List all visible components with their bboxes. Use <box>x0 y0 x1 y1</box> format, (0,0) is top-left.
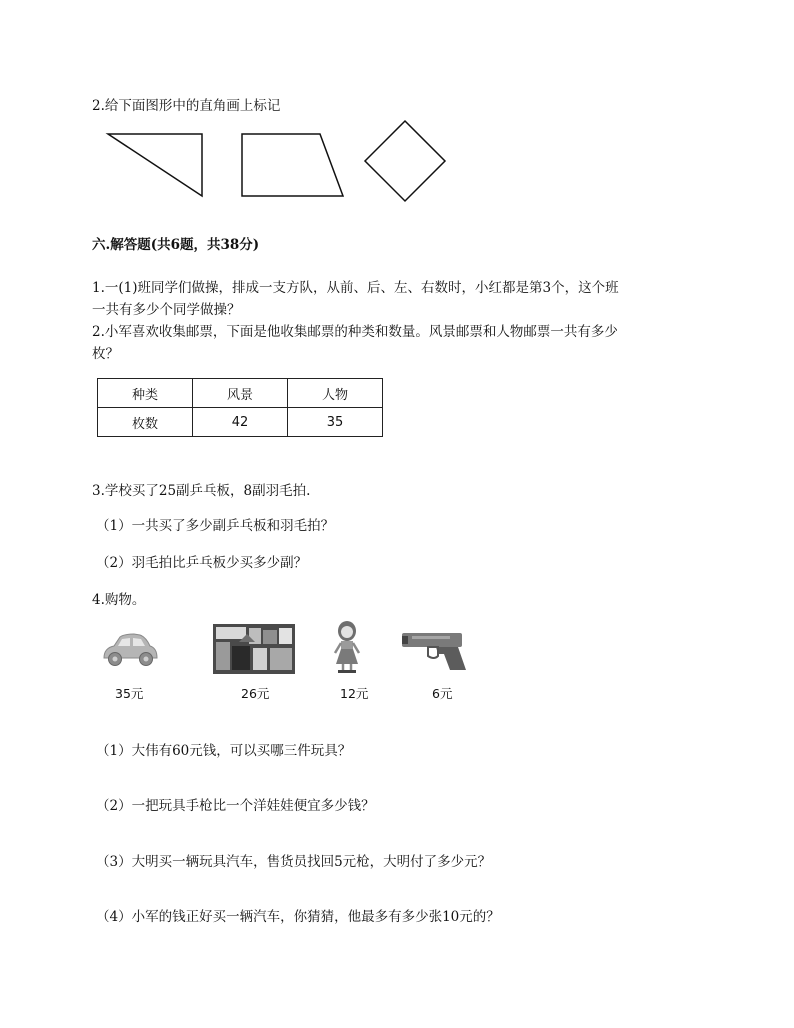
price-label: 12元 <box>340 686 369 701</box>
square-diamond-shape <box>365 121 445 201</box>
price-label: 26元 <box>241 686 270 701</box>
right-triangle-shape <box>108 134 202 196</box>
doll-icon <box>330 620 364 674</box>
table-cell: 42 <box>193 408 288 437</box>
q4-sub4: （4）小军的钱正好买一辆汽车，你猜猜，他最多有多少张10元的？ <box>96 909 500 925</box>
section-title: 六.解答题(共6题，共38分) <box>92 237 260 253</box>
price-label: 35元 <box>115 686 144 701</box>
toy-car-icon <box>100 632 160 670</box>
q3-title: 3.学校买了25副乒乓板，8副羽毛拍. <box>92 483 311 499</box>
q1-line1: 1.一(1)班同学们做操，排成一支方队，从前、后、左、右数时，小红都是第3个，这个班 <box>92 280 619 296</box>
shapes-figure <box>100 116 460 206</box>
q4-sub3: （3）大明买一辆玩具汽车，售货员找回5元枪，大明付了多少元？ <box>96 854 492 870</box>
table-header-cell: 种类 <box>98 379 193 408</box>
q4-title: 4.购物。 <box>92 592 146 608</box>
q1-line2: 一共有多少个同学做操？ <box>92 302 241 318</box>
table-header-cell: 人物 <box>288 379 383 408</box>
stamp-table <box>97 378 383 437</box>
table-header-cell: 风景 <box>193 379 288 408</box>
toy-gun-icon <box>398 630 468 674</box>
trapezoid-shape <box>242 134 343 196</box>
q3-sub2: （2）羽毛拍比乒乓板少买多少副？ <box>96 555 308 571</box>
q2-line2: 枚？ <box>92 346 119 362</box>
q4-sub2: （2）一把玩具手枪比一个洋娃娃便宜多少钱？ <box>96 798 375 814</box>
table-cell: 枚数 <box>98 408 193 437</box>
table-cell: 35 <box>288 408 383 437</box>
q4-sub1: （1）大伟有60元钱，可以买哪三件玩具？ <box>96 743 352 759</box>
table-header-row <box>98 379 383 408</box>
right-angle-question-title: 2.给下面图形中的直角画上标记 <box>92 98 281 114</box>
price-label: 6元 <box>432 686 453 701</box>
q2-line1: 2.小军喜欢收集邮票，下面是他收集邮票的种类和数量。风景邮票和人物邮票一共有多少 <box>92 324 618 340</box>
building-blocks-icon <box>213 624 295 674</box>
table-row <box>98 408 383 437</box>
q3-sub1: （1）一共买了多少副乒乓板和羽毛拍？ <box>96 518 335 534</box>
